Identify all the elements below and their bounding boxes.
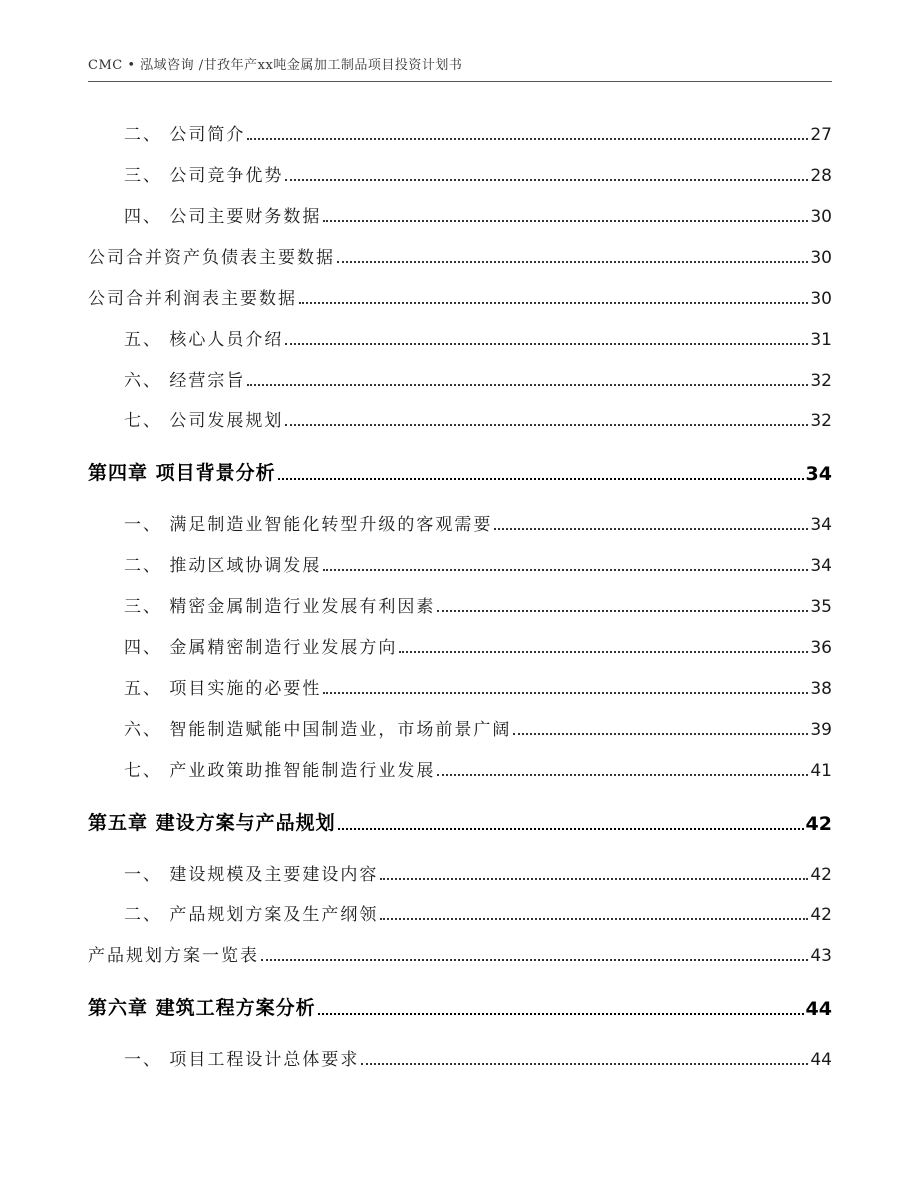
toc-page-number: 32 [810, 411, 832, 431]
toc-entry-label: 七、 产业政策助推智能制造行业发展 [124, 761, 436, 781]
dot-leader [323, 569, 808, 571]
toc-page-number: 30 [810, 207, 832, 227]
toc-chapter-label: 第五章 建设方案与产品规划 [88, 812, 336, 834]
toc-entry-development-plan[interactable] [88, 406, 832, 431]
toc-page-number: 31 [810, 330, 832, 350]
toc-entry-label: 三、 公司竞争优势 [124, 166, 284, 186]
toc-page-number: 27 [810, 125, 832, 145]
toc-entry-intelligent-transformation[interactable] [88, 510, 832, 535]
dot-leader [361, 1063, 808, 1065]
toc-page-number: 30 [810, 289, 832, 309]
toc-page-number: 36 [810, 638, 832, 658]
toc-entry-label: 产品规划方案一览表 [88, 946, 259, 966]
toc-page-number: 38 [810, 679, 832, 699]
toc-entry-label: 七、 公司发展规划 [124, 411, 284, 431]
toc-entry-core-personnel[interactable] [88, 325, 832, 350]
dot-leader [247, 138, 808, 140]
dot-leader [285, 424, 808, 426]
toc-entry-label: 一、 满足制造业智能化转型升级的客观需要 [124, 515, 493, 535]
toc-chapter-5[interactable] [88, 808, 832, 835]
toc-chapter-6[interactable] [88, 993, 832, 1020]
toc-page-number: 42 [805, 813, 832, 835]
toc-entry-label: 五、 核心人员介绍 [124, 330, 284, 350]
toc-entry-competitive-advantage[interactable] [88, 161, 832, 186]
toc-entry-label: 公司合并利润表主要数据 [88, 289, 297, 309]
toc-chapter-4[interactable] [88, 458, 832, 485]
toc-entry-business-purpose[interactable] [88, 366, 832, 391]
toc-entry-balance-sheet[interactable] [88, 243, 832, 268]
dot-leader [285, 179, 808, 181]
toc-entry-project-necessity[interactable] [88, 674, 832, 699]
toc-entry-label: 二、 公司简介 [124, 125, 246, 145]
dot-leader [399, 651, 808, 653]
toc-page-number: 34 [810, 556, 832, 576]
dot-leader [513, 733, 808, 735]
dot-leader [337, 261, 808, 263]
toc-entry-industry-direction[interactable] [88, 633, 832, 658]
toc-page-number: 42 [810, 865, 832, 885]
toc-entry-regional-development[interactable] [88, 551, 832, 576]
dot-leader [338, 828, 804, 830]
toc-entry-engineering-requirements[interactable] [88, 1045, 832, 1070]
dot-leader [323, 692, 808, 694]
toc-entry-label: 二、 推动区域协调发展 [124, 556, 322, 576]
toc-entry-construction-scale[interactable] [88, 860, 832, 885]
toc-entry-company-intro[interactable] [88, 120, 832, 145]
toc-entry-product-planning[interactable] [88, 900, 832, 925]
toc-entry-market-prospects[interactable] [88, 715, 832, 740]
dot-leader [380, 918, 808, 920]
toc-page-number: 43 [810, 946, 832, 966]
dot-leader [247, 384, 808, 386]
toc-entry-income-statement[interactable] [88, 284, 832, 309]
dot-leader [380, 878, 808, 880]
toc-page-number: 32 [810, 371, 832, 391]
toc-entry-label: 公司合并资产负债表主要数据 [88, 248, 335, 268]
toc-chapter-label: 第六章 建筑工程方案分析 [88, 997, 316, 1019]
toc-entry-financial-data[interactable] [88, 202, 832, 227]
dot-leader [299, 302, 808, 304]
dot-leader [261, 959, 808, 961]
dot-leader [318, 1013, 804, 1015]
toc-entry-label: 五、 项目实施的必要性 [124, 679, 322, 699]
toc-page-number: 34 [805, 463, 832, 485]
toc-entry-product-plan-table[interactable] [88, 941, 832, 966]
dot-leader [285, 343, 808, 345]
table-of-contents [88, 0, 832, 1191]
toc-page-number: 30 [810, 248, 832, 268]
toc-page-number: 35 [810, 597, 832, 617]
toc-entry-label: 二、 产品规划方案及生产纲领 [124, 905, 379, 925]
dot-leader [437, 774, 808, 776]
toc-page-number: 28 [810, 166, 832, 186]
dot-leader [323, 220, 808, 222]
dot-leader [494, 528, 808, 530]
toc-entry-industrial-policy[interactable] [88, 756, 832, 781]
toc-page-number: 34 [810, 515, 832, 535]
toc-page-number: 39 [810, 720, 832, 740]
toc-page-number: 44 [810, 1050, 832, 1070]
toc-entry-label: 一、 项目工程设计总体要求 [124, 1050, 360, 1070]
toc-entry-label: 四、 公司主要财务数据 [124, 207, 322, 227]
dot-leader [437, 610, 808, 612]
toc-entry-label: 六、 经营宗旨 [124, 371, 246, 391]
toc-entry-favorable-factors[interactable] [88, 592, 832, 617]
toc-entry-label: 三、 精密金属制造行业发展有利因素 [124, 597, 436, 617]
running-header: CMC • 泓域咨询 /甘孜年产xx吨金属加工制品项目投资计划书 [88, 58, 463, 73]
toc-page-number: 44 [805, 998, 832, 1020]
toc-entry-label: 四、 金属精密制造行业发展方向 [124, 638, 398, 658]
dot-leader [278, 478, 804, 480]
toc-entry-label: 一、 建设规模及主要建设内容 [124, 865, 379, 885]
toc-page-number: 41 [810, 761, 832, 781]
toc-chapter-label: 第四章 项目背景分析 [88, 462, 276, 484]
toc-page-number: 42 [810, 905, 832, 925]
toc-entry-label: 六、 智能制造赋能中国制造业，市场前景广阔 [124, 720, 512, 740]
